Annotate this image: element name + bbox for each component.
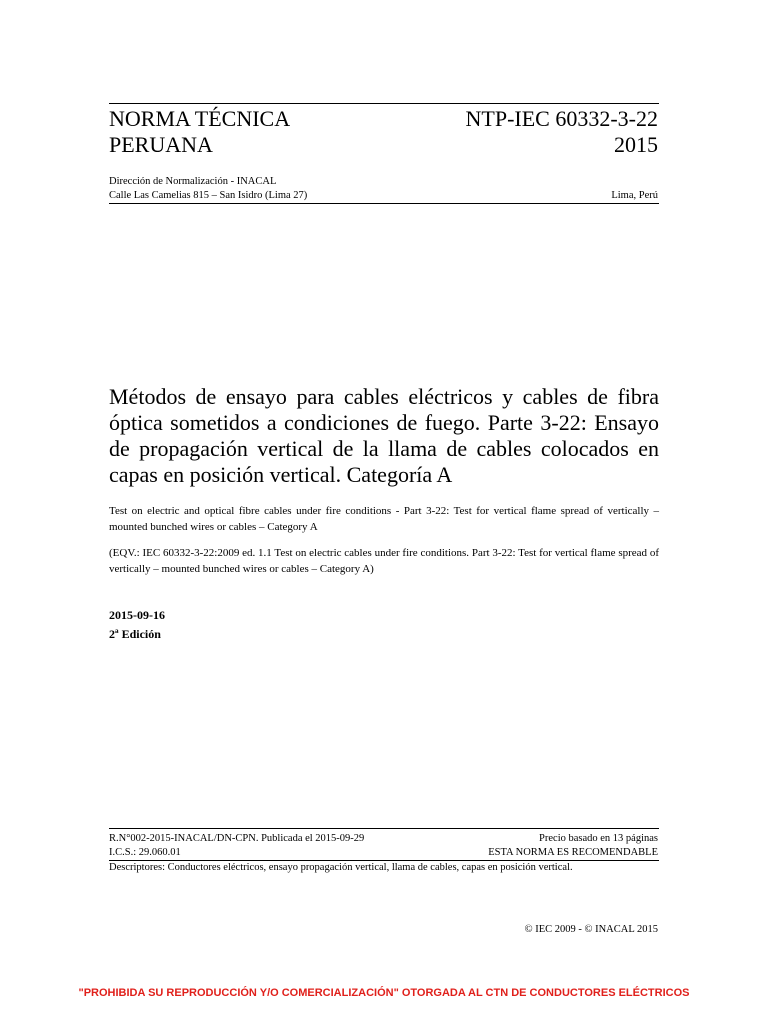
- organization-rule: [109, 203, 659, 204]
- spanish-title: Métodos de ensayo para cables eléctricos y cables de fibra óptica sometidos a condiciones de fuego. Parte 3-22: Ensayo de propagación vertical de la llama de cables colocados en capas en posición vertical. Categoría A: [109, 384, 659, 487]
- edition-date: 2015-09-16: [109, 608, 165, 622]
- organization-name: Dirección de Normalización - INACAL: [109, 176, 277, 187]
- copyright-text: © IEC 2009 - © INACAL 2015: [524, 924, 658, 935]
- standard-year: 2015: [614, 132, 658, 157]
- standard-type: [109, 106, 290, 158]
- equivalence-note: (EQV.: IEC 60332-3-22:2009 ed. 1.1 Test on electric cables under fire conditions. Part 3-22: Test for vertical flame spread of vertically – mounted bunched wires or cables – Category A): [109, 547, 659, 575]
- standard-type-line2: PERUANA: [109, 132, 213, 157]
- standard-code-number: NTP-IEC 60332-3-22: [465, 106, 658, 131]
- header-top-rule: [109, 103, 659, 104]
- standard-code: [466, 106, 658, 158]
- organization-place: Lima, Perú: [611, 190, 658, 201]
- reproduction-notice: "PROHIBIDA SU REPRODUCCIÓN Y/O COMERCIALIZACIÓN" OTORGADA AL CTN DE CONDUCTORES ELÉCTRICOS: [78, 987, 690, 999]
- price-text: Precio basado en 13 páginas: [539, 833, 658, 844]
- descriptors-text: Descriptores: Conductores eléctricos, ensayo propagación vertical, llama de cables, capas en posición vertical.: [109, 862, 573, 873]
- english-title: Test on electric and optical fibre cables under fire conditions - Part 3-22: Test for vertical flame spread of vertically – mounted bunched wires or cables – Category A: [109, 505, 659, 533]
- organization-block: [109, 175, 307, 203]
- ics-code: I.C.S.: 29.060.01: [109, 847, 181, 858]
- standard-type-line1: NORMA TÉCNICA: [109, 106, 291, 131]
- footer-top-rule: [109, 828, 659, 829]
- organization-address: Calle Las Camelias 815 – San Isidro (Lima 27): [109, 190, 308, 201]
- edition-label: 2ª Edición: [109, 627, 161, 641]
- resolution-text: R.N°002-2015-INACAL/DN-CPN. Publicada el 2015-09-29: [109, 833, 365, 844]
- recommendation-text: ESTA NORMA ES RECOMENDABLE: [488, 847, 658, 858]
